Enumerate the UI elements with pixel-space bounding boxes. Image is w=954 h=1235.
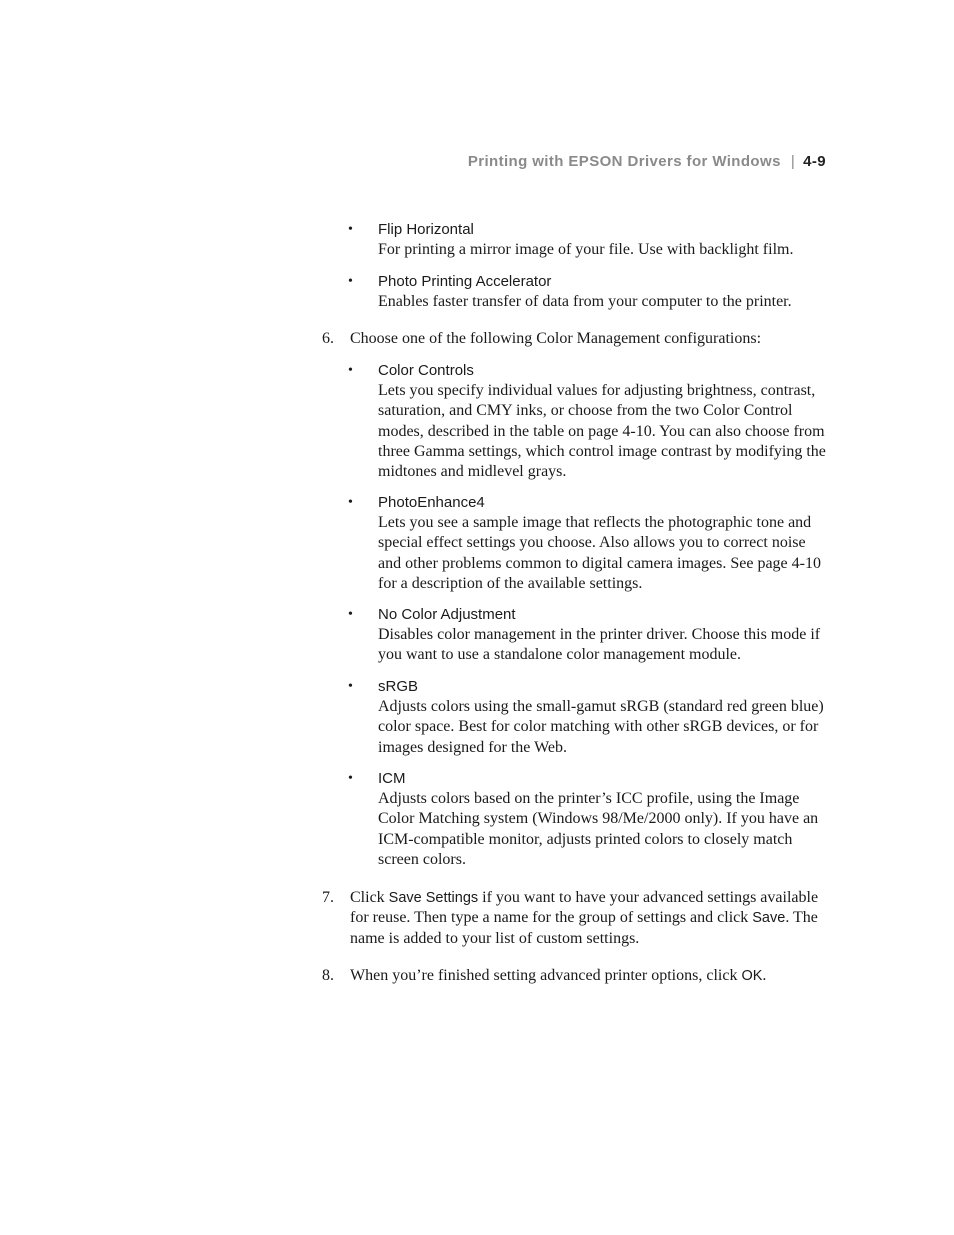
step-text [350, 966, 828, 986]
step-number: 6. [322, 330, 334, 347]
step-text: Choose one of the following Color Management configurations: [350, 330, 762, 347]
option-description: For printing a mirror image of your file. Use with backlight film. [378, 241, 794, 258]
step-text-part: . [762, 967, 767, 984]
section-title: Printing with EPSON Drivers for Windows [467, 153, 781, 170]
option-description: Lets you specify individual values for adjusting brightness, contrast, saturation, and CMY inks, or choose from the two Color Control modes, described in the table on page 4-10. You can also choose from three Gamma settings, which control image contrast by modifying the midtones and midlevel grays. [378, 382, 826, 481]
bullet-glyph: • [348, 495, 353, 510]
option-title: Flip Horizontal [378, 221, 474, 238]
option-title: Color Controls [378, 362, 474, 379]
bullet-glyph: • [348, 607, 353, 622]
running-header [468, 153, 826, 170]
option-description: Adjusts colors using the small-gamut sRGB (standard red green blue) color space. Best for color matching with other sRGB devices, or for images designed for the Web. [378, 698, 824, 756]
bullet-glyph: • [348, 274, 353, 289]
option-description: Enables faster transfer of data from your computer to the printer. [378, 293, 792, 310]
step-text-part: When you’re finished setting advanced printer options, click [350, 967, 742, 984]
ok-button-label: OK [741, 968, 763, 984]
bullet-glyph: • [348, 363, 353, 378]
save-button-label: Save [752, 910, 786, 927]
step-text-part: . The name is added to your list of custom settings. [350, 909, 818, 947]
step-text [350, 888, 828, 949]
bullet-glyph: • [348, 222, 353, 237]
option-title: No Color Adjustment [378, 606, 516, 623]
step-number: 7. [322, 889, 334, 906]
save-settings-button-label: Save Settings [388, 890, 479, 906]
option-description: Disables color management in the printer driver. Choose this mode if you want to use a standalone color management module. [378, 626, 821, 664]
page-number: 4-9 [803, 153, 826, 170]
bullet-glyph: • [348, 771, 353, 786]
option-description: Lets you see a sample image that reflects the photographic tone and special effect settings you choose. Also allows you to correct noise and other problems common to digital camera images. See page 4-10 for a description of the available settings. [378, 514, 821, 592]
step-text-part: Click [350, 889, 389, 906]
option-title: ICM [378, 770, 406, 787]
header-separator: | [790, 153, 796, 170]
option-description: Adjusts colors based on the printer’s ICC profile, using the Image Color Matching system (Windows 98/Me/2000 only). If you have an ICM-compatible monitor, adjusts printed colors to closely match screen colors. [378, 790, 819, 868]
option-title: Photo Printing Accelerator [378, 273, 552, 290]
option-title: sRGB [378, 678, 419, 695]
option-title: PhotoEnhance4 [378, 494, 485, 511]
bullet-glyph: • [348, 679, 353, 694]
step-text-part: if you want to have your advanced settings available for reuse. Then type a name for the group of settings and click [350, 889, 819, 927]
step-number: 8. [322, 967, 334, 984]
